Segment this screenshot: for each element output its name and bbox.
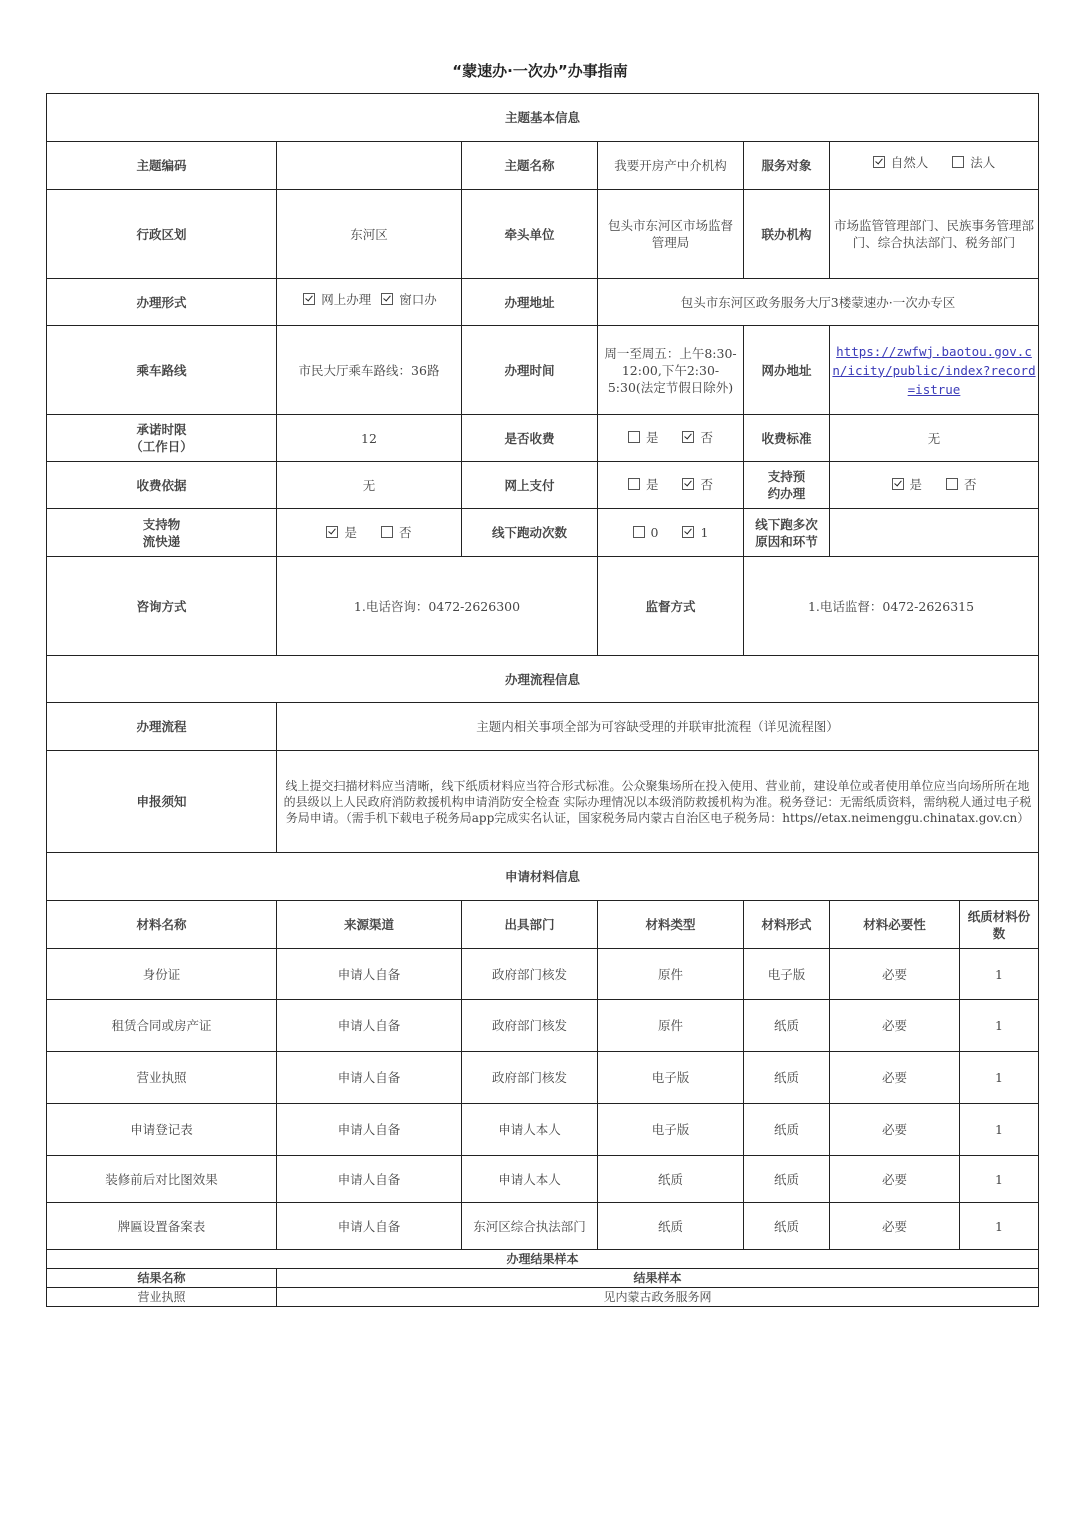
multi-visit-label: 线下跑多次 原因和环节 <box>744 509 830 557</box>
booking-label: 支持预 约办理 <box>744 462 830 509</box>
flow-value: 主题内相关事项全部为可容缺受理的并联审批流程（详见流程图） <box>277 703 1039 751</box>
material-name: 装修前后对比图效果 <box>47 1156 277 1203</box>
material-source: 申请人自备 <box>277 949 462 1000</box>
address-label: 办理地址 <box>462 279 598 326</box>
form-label: 办理形式 <box>47 279 277 326</box>
option-natural-person[interactable]: 自然人 <box>873 154 929 171</box>
target-options <box>830 142 1039 190</box>
material-form: 纸质 <box>744 1203 830 1250</box>
material-issuer: 申请人本人 <box>462 1104 598 1156</box>
material-name: 牌匾设置备案表 <box>47 1203 277 1250</box>
pay-label: 网上支付 <box>462 462 598 509</box>
header-form: 材料形式 <box>744 901 830 949</box>
result-sample-value: 见内蒙古政务服务网 <box>277 1288 1039 1307</box>
section-process-info: 办理流程信息 <box>47 656 1039 703</box>
express-label: 支持物 流快递 <box>47 509 277 557</box>
material-source: 申请人自备 <box>277 1203 462 1250</box>
material-name: 营业执照 <box>47 1052 277 1104</box>
result-sample-header: 结果样本 <box>277 1269 1039 1288</box>
table-row <box>47 949 1039 1000</box>
target-label: 服务对象 <box>744 142 830 190</box>
material-issuer: 政府部门核发 <box>462 949 598 1000</box>
express-options <box>277 509 462 557</box>
option-fee-yes[interactable]: 是 <box>628 429 659 446</box>
option-pay-no[interactable]: 否 <box>682 476 713 493</box>
material-necessity: 必要 <box>830 1000 960 1052</box>
option-visits-1[interactable]: 1 <box>682 524 708 541</box>
table-row <box>47 1156 1039 1203</box>
table-row <box>47 1104 1039 1156</box>
page-title: “蒙速办·一次办”办事指南 <box>452 62 628 80</box>
material-form: 电子版 <box>744 949 830 1000</box>
material-form: 纸质 <box>744 1104 830 1156</box>
fee-label: 是否收费 <box>462 415 598 462</box>
material-type: 纸质 <box>598 1156 744 1203</box>
material-necessity: 必要 <box>830 949 960 1000</box>
material-source: 申请人自备 <box>277 1156 462 1203</box>
checkbox-empty-icon[interactable] <box>952 156 964 168</box>
material-type: 原件 <box>598 949 744 1000</box>
code-value <box>277 142 462 190</box>
option-window[interactable]: 窗口办 <box>381 291 437 308</box>
joint-label: 联办机构 <box>744 190 830 279</box>
material-necessity: 必要 <box>830 1156 960 1203</box>
material-copies: 1 <box>960 1000 1039 1052</box>
web-label: 网办地址 <box>744 326 830 415</box>
checkbox-checked-icon[interactable] <box>892 478 904 490</box>
web-address-link[interactable]: https://zwfwj.baotou.gov.cn/icity/public/index?record=istrue <box>832 343 1036 397</box>
checkbox-checked-icon[interactable] <box>303 293 315 305</box>
option-booking-yes[interactable]: 是 <box>892 476 923 493</box>
material-source: 申请人自备 <box>277 1052 462 1104</box>
visits-options <box>598 509 744 557</box>
material-issuer: 政府部门核发 <box>462 1000 598 1052</box>
materials-header-row <box>47 901 1039 949</box>
table-row <box>47 1052 1039 1104</box>
header-type: 材料类型 <box>598 901 744 949</box>
section-materials-info: 申请材料信息 <box>47 853 1039 901</box>
option-pay-yes[interactable]: 是 <box>628 476 659 493</box>
bus-label: 乘车路线 <box>47 326 277 415</box>
checkbox-empty-icon[interactable] <box>628 431 640 443</box>
fee-basis-label: 收费依据 <box>47 462 277 509</box>
material-type: 纸质 <box>598 1203 744 1250</box>
fee-std-value: 无 <box>830 415 1039 462</box>
material-form: 纸质 <box>744 1156 830 1203</box>
material-copies: 1 <box>960 949 1039 1000</box>
header-issuer: 出具部门 <box>462 901 598 949</box>
material-name: 身份证 <box>47 949 277 1000</box>
section-result-sample: 办理结果样本 <box>47 1250 1039 1269</box>
checkbox-checked-icon[interactable] <box>682 431 694 443</box>
limit-value: 12 <box>277 415 462 462</box>
header-copies: 纸质材料份数 <box>960 901 1039 949</box>
material-copies: 1 <box>960 1104 1039 1156</box>
material-issuer: 东河区综合执法部门 <box>462 1203 598 1250</box>
material-copies: 1 <box>960 1052 1039 1104</box>
header-source: 来源渠道 <box>277 901 462 949</box>
name-value: 我要开房产中介机构 <box>598 142 744 190</box>
web-cell <box>830 326 1039 415</box>
checkbox-empty-icon[interactable] <box>946 478 958 490</box>
notice-label: 申报须知 <box>47 751 277 853</box>
consult-value: 1.电话咨询：0472-2626300 <box>277 557 598 656</box>
name-label: 主题名称 <box>462 142 598 190</box>
lead-label: 牵头单位 <box>462 190 598 279</box>
checkbox-empty-icon[interactable] <box>381 526 393 538</box>
option-online[interactable]: 网上办理 <box>303 291 371 308</box>
material-copies: 1 <box>960 1203 1039 1250</box>
result-name-value: 营业执照 <box>47 1288 277 1307</box>
limit-label: 承诺时限 （工作日） <box>47 415 277 462</box>
option-booking-no[interactable]: 否 <box>946 476 977 493</box>
checkbox-checked-icon[interactable] <box>381 293 393 305</box>
material-type: 电子版 <box>598 1104 744 1156</box>
material-issuer: 申请人本人 <box>462 1156 598 1203</box>
material-form: 纸质 <box>744 1052 830 1104</box>
checkbox-checked-icon[interactable] <box>326 526 338 538</box>
multi-visit-value <box>830 509 1039 557</box>
option-express-no[interactable]: 否 <box>381 524 412 541</box>
checkbox-checked-icon[interactable] <box>873 156 885 168</box>
guide-table <box>46 93 1039 1307</box>
notice-value: 线上提交扫描材料应当清晰，线下纸质材料应当符合形式标准。公众聚集场所在投入使用、营业前，建设单位或者使用单位应当向场所所在地的县级以上人民政府消防救援机构申请消防安全检查 实际办理情况以本级消防救援机构为准。税务登记：无需纸质资料，需纳税人通过电子税务局申请。（需手机下载电子税务局app完成实名认证，国家税务局内蒙古自治区电子税务局：https//etax.neimenggu.chinatax.gov.cn） <box>277 751 1039 853</box>
material-copies: 1 <box>960 1156 1039 1203</box>
fee-std-label: 收费标准 <box>744 415 830 462</box>
consult-label: 咨询方式 <box>47 557 277 656</box>
option-legal-person[interactable]: 法人 <box>952 154 995 171</box>
time-value: 周一至周五：上午8:30-12:00,下午2:30-5:30(法定节假日除外) <box>598 326 744 415</box>
visits-label: 线下跑动次数 <box>462 509 598 557</box>
pay-options <box>598 462 744 509</box>
booking-options <box>830 462 1039 509</box>
code-label: 主题编码 <box>47 142 277 190</box>
supervise-value: 1.电话监督：0472-2626315 <box>744 557 1039 656</box>
option-fee-no[interactable]: 否 <box>682 429 713 446</box>
time-label: 办理时间 <box>462 326 598 415</box>
material-form: 纸质 <box>744 1000 830 1052</box>
checkbox-checked-icon[interactable] <box>682 478 694 490</box>
supervise-label: 监督方式 <box>598 557 744 656</box>
option-express-yes[interactable]: 是 <box>326 524 357 541</box>
header-material-name: 材料名称 <box>47 901 277 949</box>
joint-value: 市场监管管理部门、民族事务管理部门、综合执法部门、税务部门 <box>830 190 1039 279</box>
material-necessity: 必要 <box>830 1104 960 1156</box>
bus-value: 市民大厅乘车路线：36路 <box>277 326 462 415</box>
material-type: 电子版 <box>598 1052 744 1104</box>
checkbox-checked-icon[interactable] <box>682 526 694 538</box>
lead-value: 包头市东河区市场监督管理局 <box>598 190 744 279</box>
option-visits-0[interactable]: 0 <box>633 524 659 541</box>
material-name: 租赁合同或房产证 <box>47 1000 277 1052</box>
material-name: 申请登记表 <box>47 1104 277 1156</box>
address-value: 包头市东河区政务服务大厅3楼蒙速办·一次办专区 <box>598 279 1039 326</box>
table-row <box>47 1000 1039 1052</box>
checkbox-empty-icon[interactable] <box>628 478 640 490</box>
result-name-header: 结果名称 <box>47 1269 277 1288</box>
section-basic-info: 主题基本信息 <box>47 94 1039 142</box>
flow-label: 办理流程 <box>47 703 277 751</box>
table-row <box>47 1203 1039 1250</box>
form-options <box>277 279 462 326</box>
district-label: 行政区划 <box>47 190 277 279</box>
material-necessity: 必要 <box>830 1203 960 1250</box>
fee-options <box>598 415 744 462</box>
material-necessity: 必要 <box>830 1052 960 1104</box>
district-value: 东河区 <box>277 190 462 279</box>
checkbox-empty-icon[interactable] <box>633 526 645 538</box>
fee-basis-value: 无 <box>277 462 462 509</box>
material-issuer: 政府部门核发 <box>462 1052 598 1104</box>
material-type: 原件 <box>598 1000 744 1052</box>
material-source: 申请人自备 <box>277 1000 462 1052</box>
material-source: 申请人自备 <box>277 1104 462 1156</box>
header-necessity: 材料必要性 <box>830 901 960 949</box>
